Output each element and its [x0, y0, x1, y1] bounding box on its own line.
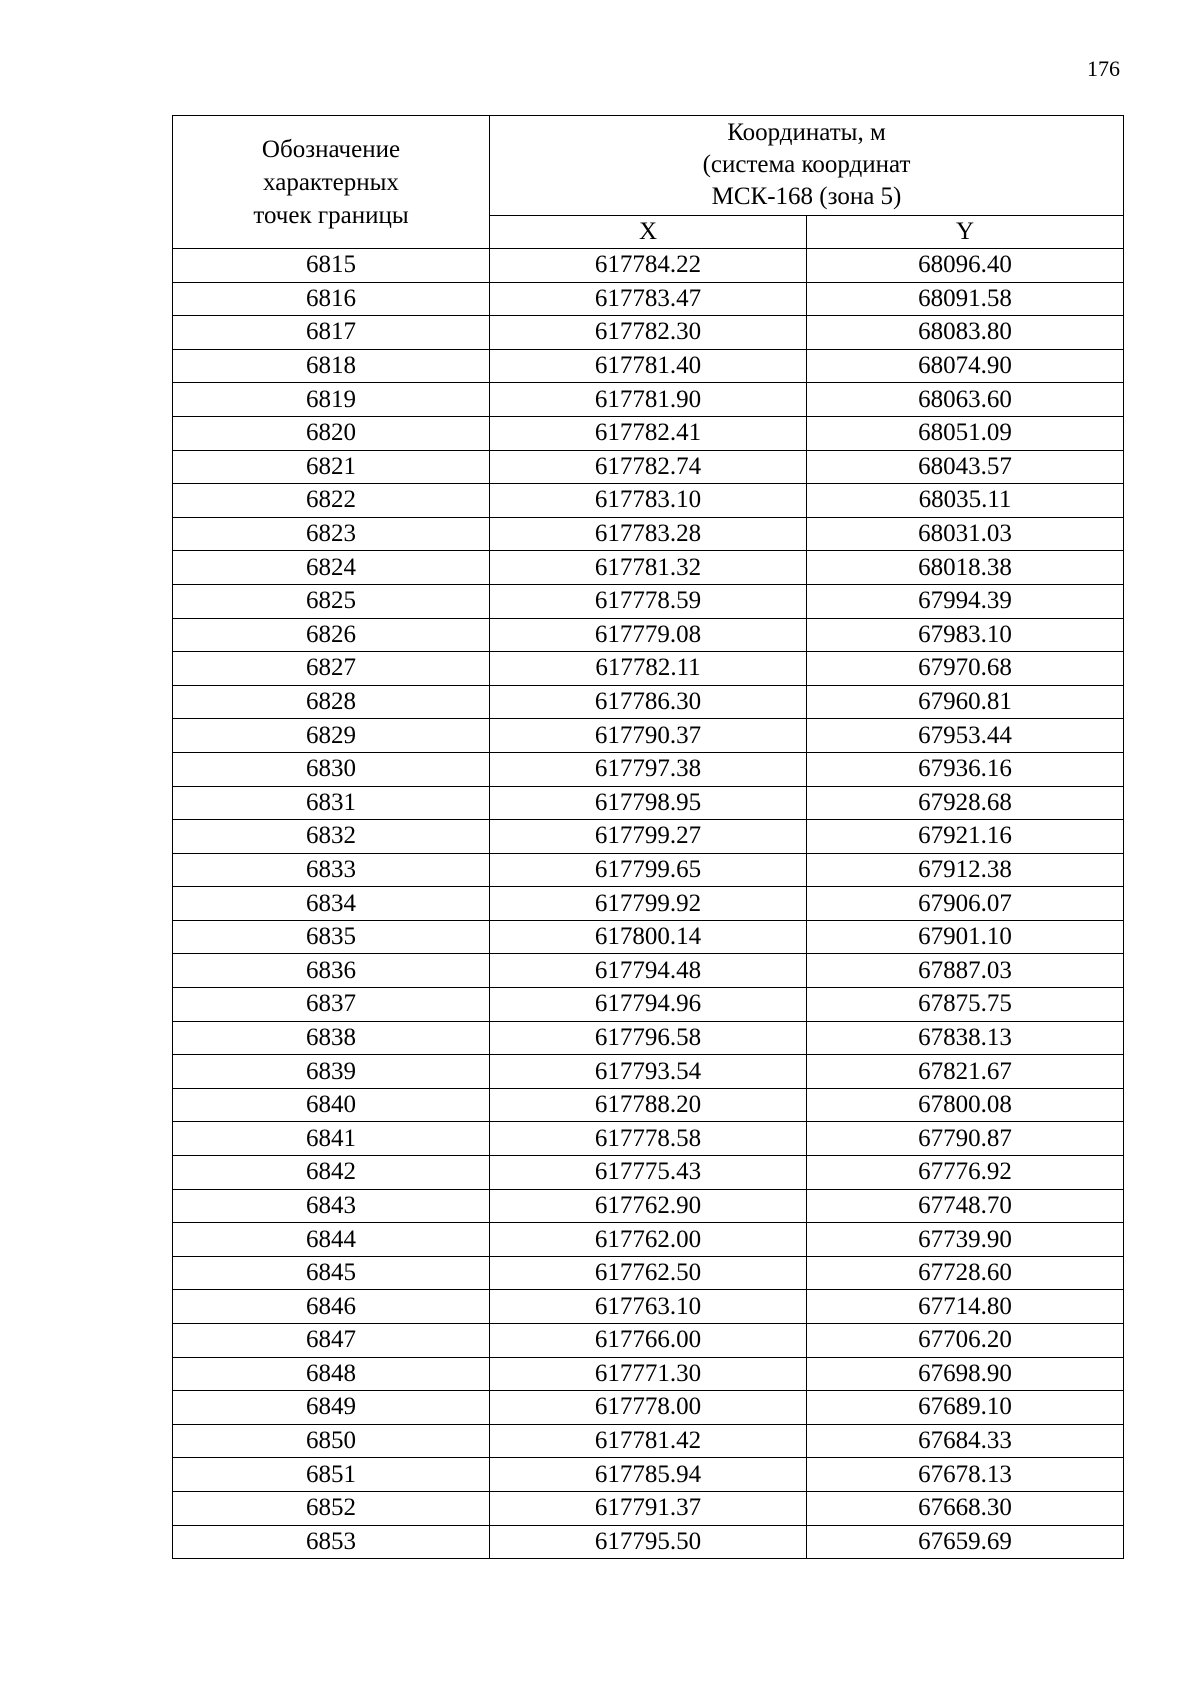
cell-point: 6836 — [173, 954, 490, 988]
cell-y: 67776.92 — [807, 1156, 1124, 1190]
cell-x: 617763.10 — [490, 1290, 807, 1324]
cell-y: 67838.13 — [807, 1021, 1124, 1055]
table-row — [173, 1391, 1124, 1425]
table-row — [173, 1458, 1124, 1492]
cell-point: 6831 — [173, 786, 490, 820]
cell-x: 617766.00 — [490, 1324, 807, 1358]
cell-x: 617762.50 — [490, 1256, 807, 1290]
table-row — [173, 752, 1124, 786]
cell-y: 67659.69 — [807, 1525, 1124, 1559]
cell-point: 6851 — [173, 1458, 490, 1492]
cell-x: 617781.32 — [490, 551, 807, 585]
cell-y: 67953.44 — [807, 719, 1124, 753]
cell-point: 6824 — [173, 551, 490, 585]
cell-y: 68083.80 — [807, 316, 1124, 350]
cell-y: 68031.03 — [807, 517, 1124, 551]
table-row — [173, 450, 1124, 484]
table-row — [173, 282, 1124, 316]
table-row — [173, 1525, 1124, 1559]
cell-x: 617786.30 — [490, 685, 807, 719]
table-row — [173, 584, 1124, 618]
cell-point: 6850 — [173, 1424, 490, 1458]
table-body — [173, 249, 1124, 1559]
cell-point: 6834 — [173, 887, 490, 921]
cell-x: 617782.30 — [490, 316, 807, 350]
cell-point: 6845 — [173, 1256, 490, 1290]
cell-x: 617778.00 — [490, 1391, 807, 1425]
cell-y: 68051.09 — [807, 416, 1124, 450]
cell-y: 67912.38 — [807, 853, 1124, 887]
table-row — [173, 652, 1124, 686]
cell-x: 617782.41 — [490, 416, 807, 450]
cell-y: 67678.13 — [807, 1458, 1124, 1492]
cell-point: 6820 — [173, 416, 490, 450]
cell-point: 6821 — [173, 450, 490, 484]
cell-point: 6826 — [173, 618, 490, 652]
cell-point: 6819 — [173, 383, 490, 417]
cell-y: 68091.58 — [807, 282, 1124, 316]
cell-y: 67790.87 — [807, 1122, 1124, 1156]
cell-y: 67921.16 — [807, 820, 1124, 854]
table-row — [173, 517, 1124, 551]
cell-point: 6815 — [173, 249, 490, 283]
cell-x: 617781.42 — [490, 1424, 807, 1458]
cell-y: 67906.07 — [807, 887, 1124, 921]
table-row — [173, 1088, 1124, 1122]
header-designation-line: точек границы — [253, 201, 409, 229]
cell-x: 617785.94 — [490, 1458, 807, 1492]
cell-x: 617799.27 — [490, 820, 807, 854]
table-row — [173, 1122, 1124, 1156]
cell-point: 6823 — [173, 517, 490, 551]
cell-y: 67728.60 — [807, 1256, 1124, 1290]
cell-point: 6839 — [173, 1055, 490, 1089]
cell-x: 617795.50 — [490, 1525, 807, 1559]
cell-y: 67994.39 — [807, 584, 1124, 618]
page-number: 176 — [1087, 56, 1120, 81]
cell-x: 617794.96 — [490, 988, 807, 1022]
cell-y: 68035.11 — [807, 484, 1124, 518]
cell-x: 617793.54 — [490, 1055, 807, 1089]
table-row — [173, 887, 1124, 921]
coordinates-table — [172, 115, 1124, 1559]
cell-point: 6827 — [173, 652, 490, 686]
cell-point: 6833 — [173, 853, 490, 887]
cell-y: 67875.75 — [807, 988, 1124, 1022]
table-row — [173, 853, 1124, 887]
cell-x: 617783.10 — [490, 484, 807, 518]
header-y: Y — [807, 215, 1124, 248]
header-coordinates — [490, 116, 1124, 216]
cell-x: 617762.90 — [490, 1189, 807, 1223]
table-row — [173, 1424, 1124, 1458]
cell-x: 617775.43 — [490, 1156, 807, 1190]
table-row — [173, 1491, 1124, 1525]
cell-point: 6847 — [173, 1324, 490, 1358]
cell-point: 6844 — [173, 1223, 490, 1257]
cell-point: 6816 — [173, 282, 490, 316]
cell-x: 617771.30 — [490, 1357, 807, 1391]
cell-point: 6828 — [173, 685, 490, 719]
cell-y: 68096.40 — [807, 249, 1124, 283]
cell-point: 6843 — [173, 1189, 490, 1223]
cell-point: 6849 — [173, 1391, 490, 1425]
cell-x: 617797.38 — [490, 752, 807, 786]
cell-y: 67960.81 — [807, 685, 1124, 719]
cell-x: 617799.65 — [490, 853, 807, 887]
cell-y: 67714.80 — [807, 1290, 1124, 1324]
cell-x: 617800.14 — [490, 920, 807, 954]
cell-point: 6835 — [173, 920, 490, 954]
cell-x: 617779.08 — [490, 618, 807, 652]
cell-point: 6846 — [173, 1290, 490, 1324]
cell-y: 67739.90 — [807, 1223, 1124, 1257]
table-row — [173, 618, 1124, 652]
cell-point: 6838 — [173, 1021, 490, 1055]
cell-x: 617783.28 — [490, 517, 807, 551]
cell-y: 67970.68 — [807, 652, 1124, 686]
table-row — [173, 1256, 1124, 1290]
cell-point: 6841 — [173, 1122, 490, 1156]
table-header — [173, 116, 1124, 249]
cell-y: 67800.08 — [807, 1088, 1124, 1122]
cell-point: 6829 — [173, 719, 490, 753]
cell-y: 67748.70 — [807, 1189, 1124, 1223]
cell-x: 617778.58 — [490, 1122, 807, 1156]
table-row — [173, 786, 1124, 820]
header-designation-line: характерных — [263, 168, 399, 196]
table-row — [173, 383, 1124, 417]
cell-x: 617781.90 — [490, 383, 807, 417]
cell-x: 617782.11 — [490, 652, 807, 686]
table-row — [173, 820, 1124, 854]
cell-point: 6825 — [173, 584, 490, 618]
table-row — [173, 249, 1124, 283]
header-coords-line: (система координат — [702, 151, 911, 179]
table-row — [173, 719, 1124, 753]
table-row — [173, 551, 1124, 585]
table-row — [173, 1290, 1124, 1324]
cell-y: 67936.16 — [807, 752, 1124, 786]
cell-x: 617791.37 — [490, 1491, 807, 1525]
table-row — [173, 349, 1124, 383]
cell-x: 617794.48 — [490, 954, 807, 988]
cell-x: 617762.00 — [490, 1223, 807, 1257]
cell-y: 67668.30 — [807, 1491, 1124, 1525]
cell-y: 68074.90 — [807, 349, 1124, 383]
cell-y: 67821.67 — [807, 1055, 1124, 1089]
cell-point: 6818 — [173, 349, 490, 383]
cell-point: 6837 — [173, 988, 490, 1022]
cell-y: 67684.33 — [807, 1424, 1124, 1458]
table-row — [173, 1189, 1124, 1223]
cell-x: 617781.40 — [490, 349, 807, 383]
cell-y: 68063.60 — [807, 383, 1124, 417]
cell-x: 617788.20 — [490, 1088, 807, 1122]
cell-x: 617796.58 — [490, 1021, 807, 1055]
cell-y: 67706.20 — [807, 1324, 1124, 1358]
table-row — [173, 484, 1124, 518]
cell-point: 6822 — [173, 484, 490, 518]
table-row — [173, 685, 1124, 719]
cell-x: 617782.74 — [490, 450, 807, 484]
cell-point: 6852 — [173, 1491, 490, 1525]
table-row — [173, 316, 1124, 350]
table-row — [173, 920, 1124, 954]
cell-point: 6842 — [173, 1156, 490, 1190]
cell-x: 617799.92 — [490, 887, 807, 921]
header-designation-line: Обозначение — [261, 135, 401, 163]
cell-y: 67887.03 — [807, 954, 1124, 988]
cell-point: 6832 — [173, 820, 490, 854]
header-x: X — [490, 215, 807, 248]
cell-x: 617790.37 — [490, 719, 807, 753]
table-row — [173, 988, 1124, 1022]
header-point-designation — [173, 116, 490, 249]
table-row — [173, 416, 1124, 450]
cell-x: 617778.59 — [490, 584, 807, 618]
cell-point: 6830 — [173, 752, 490, 786]
table-row — [173, 1357, 1124, 1391]
cell-x: 617783.47 — [490, 282, 807, 316]
table-row — [173, 1223, 1124, 1257]
table-row — [173, 954, 1124, 988]
table-row — [173, 1324, 1124, 1358]
table-row — [173, 1055, 1124, 1089]
cell-y: 67698.90 — [807, 1357, 1124, 1391]
cell-point: 6817 — [173, 316, 490, 350]
cell-y: 67983.10 — [807, 618, 1124, 652]
cell-x: 617798.95 — [490, 786, 807, 820]
cell-point: 6848 — [173, 1357, 490, 1391]
header-coords-line: Координаты, м — [727, 119, 886, 147]
cell-point: 6853 — [173, 1525, 490, 1559]
table-row — [173, 1021, 1124, 1055]
cell-y: 67901.10 — [807, 920, 1124, 954]
cell-y: 67689.10 — [807, 1391, 1124, 1425]
header-coords-line: МСК-168 (зона 5) — [711, 183, 902, 211]
cell-x: 617784.22 — [490, 249, 807, 283]
cell-point: 6840 — [173, 1088, 490, 1122]
cell-y: 68018.38 — [807, 551, 1124, 585]
cell-y: 67928.68 — [807, 786, 1124, 820]
cell-y: 68043.57 — [807, 450, 1124, 484]
table-row — [173, 1156, 1124, 1190]
